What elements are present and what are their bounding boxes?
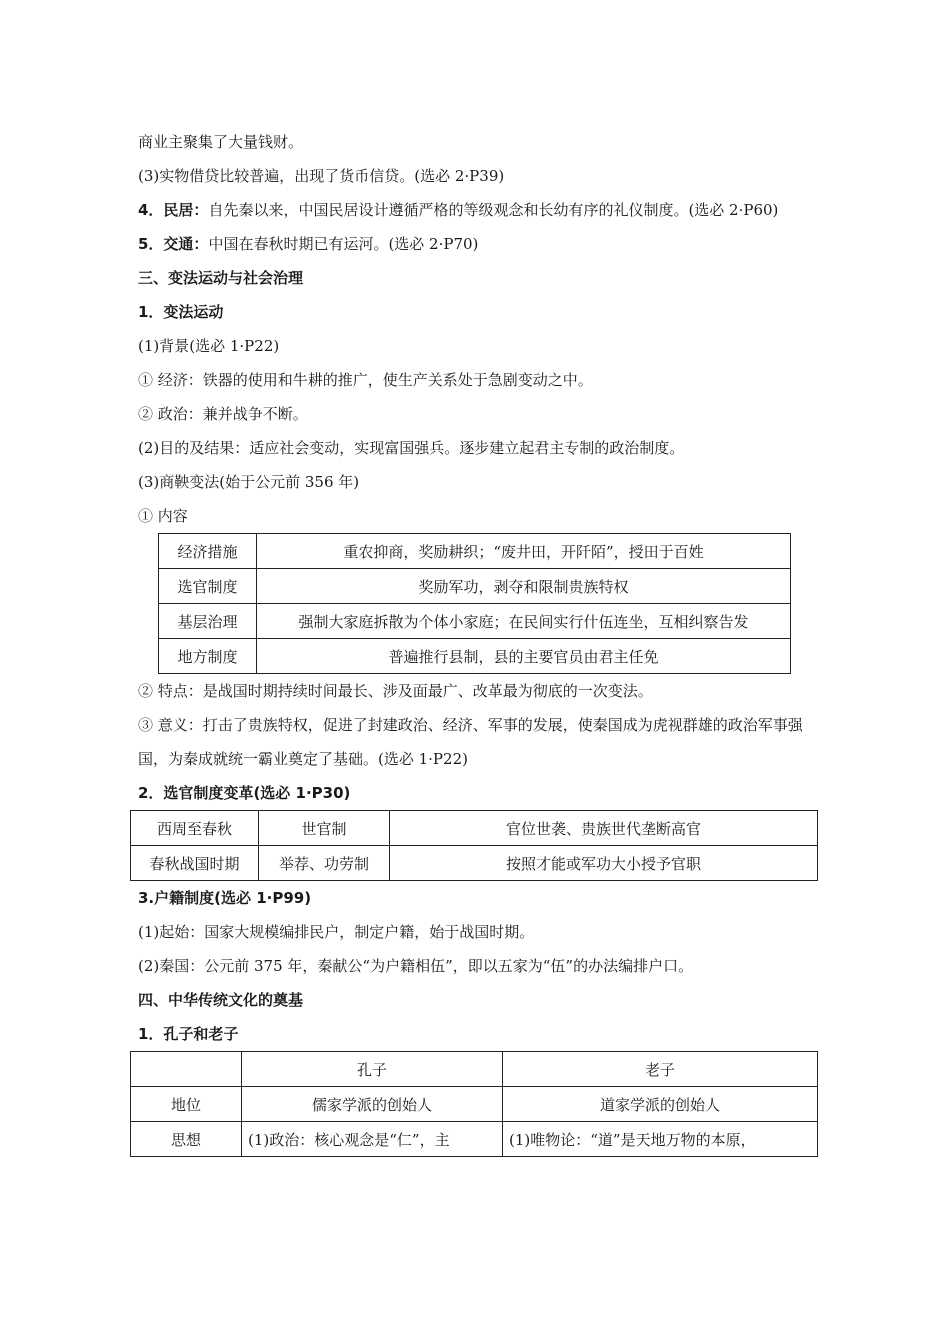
table-header-row	[131, 1052, 818, 1087]
table-cell: 地方制度	[159, 639, 257, 674]
table-row	[159, 569, 791, 604]
paragraph: ② 政治：兼并战争不断。	[138, 405, 308, 423]
paragraph: (3)商鞅变法(始于公元前 356 年)	[138, 473, 360, 491]
table-cell: 奖励军功，剥夺和限制贵族特权	[257, 569, 791, 604]
paragraph: 商业主聚集了大量钱财。	[138, 133, 304, 151]
subheading-thinkers: 1．孔子和老子	[138, 1025, 239, 1043]
paragraph: (2)秦国：公元前 375 年，秦献公“为户籍相伍”，即以五家为“伍”的办法编排户口。	[138, 957, 694, 975]
text-transport: 中国在春秋时期已有运河。(选必 2·P70)	[208, 235, 479, 253]
table-cell: (1)唯物论：“道”是天地万物的本原，	[503, 1122, 818, 1157]
label-residence: 4．民居：	[138, 201, 209, 219]
thinkers-table	[130, 1051, 818, 1157]
table-row	[131, 846, 818, 881]
section-heading-3: 三、变法运动与社会治理	[138, 269, 304, 287]
paragraph: ① 内容	[138, 507, 188, 525]
table-cell: 官位世袭、贵族世代垄断高官	[390, 811, 818, 846]
table-cell: 强制大家庭拆散为个体小家庭；在民间实行什伍连坐，互相纠察告发	[257, 604, 791, 639]
subheading-household: 3.户籍制度(选必 1·P99)	[138, 889, 312, 907]
section-heading-4: 四、中华传统文化的奠基	[138, 991, 304, 1009]
paragraph: (3)实物借贷比较普遍，出现了货币信贷。(选必 2·P39)	[138, 167, 505, 185]
paragraph-transport	[138, 227, 818, 261]
table-cell: 按照才能或军功大小授予官职	[390, 846, 818, 881]
subheading-reform: 1．变法运动	[138, 303, 224, 321]
table-cell: 经济措施	[159, 534, 257, 569]
table-row	[131, 1122, 818, 1157]
paragraph: ③ 意义：打击了贵族特权，促进了封建政治、经济、军事的发展，使秦国成为虎视群雄的政治军事强国，为秦成就统一霸业奠定了基础。(选必 1·P22)	[138, 716, 803, 768]
table-cell: 选官制度	[159, 569, 257, 604]
table-header-cell: 孔子	[242, 1052, 503, 1087]
table-cell: (1)政治：核心观念是“仁”，主	[242, 1122, 503, 1157]
table-cell: 西周至春秋	[131, 811, 259, 846]
table-cell: 地位	[131, 1087, 242, 1122]
table-row	[131, 1087, 818, 1122]
paragraph: (2)目的及结果：适应社会变动，实现富国强兵。逐步建立起君主专制的政治制度。	[138, 439, 685, 457]
label-transport: 5．交通：	[138, 235, 209, 253]
paragraph: ② 特点：是战国时期持续时间最长、涉及面最广、改革最为彻底的一次变法。	[138, 682, 653, 700]
table-row	[159, 604, 791, 639]
paragraph: (1)背景(选必 1·P22)	[138, 337, 280, 355]
table-cell: 基层治理	[159, 604, 257, 639]
table-row	[159, 639, 791, 674]
paragraph-residence	[138, 193, 818, 227]
table-cell: 重农抑商，奖励耕织；“废井田，开阡陌”，授田于百姓	[257, 534, 791, 569]
reform-table	[158, 533, 791, 674]
document-body	[138, 125, 818, 1157]
table-row	[131, 811, 818, 846]
table-cell: 世官制	[259, 811, 390, 846]
subheading-official: 2．选官制度变革(选必 1·P30)	[138, 784, 351, 802]
table-row	[159, 534, 791, 569]
table-cell: 举荐、功劳制	[259, 846, 390, 881]
table-header-cell: 老子	[503, 1052, 818, 1087]
table-cell: 道家学派的创始人	[503, 1087, 818, 1122]
table-cell: 思想	[131, 1122, 242, 1157]
official-table	[130, 810, 818, 881]
paragraph: ① 经济：铁器的使用和牛耕的推广，使生产关系处于急剧变动之中。	[138, 371, 593, 389]
table-cell: 儒家学派的创始人	[242, 1087, 503, 1122]
table-cell: 春秋战国时期	[131, 846, 259, 881]
text-residence: 自先秦以来，中国民居设计遵循严格的等级观念和长幼有序的礼仪制度。(选必 2·P60)	[208, 201, 779, 219]
paragraph: (1)起始：国家大规模编排民户，制定户籍，始于战国时期。	[138, 923, 535, 941]
table-cell: 普遍推行县制，县的主要官员由君主任免	[257, 639, 791, 674]
table-header-cell	[131, 1052, 242, 1087]
